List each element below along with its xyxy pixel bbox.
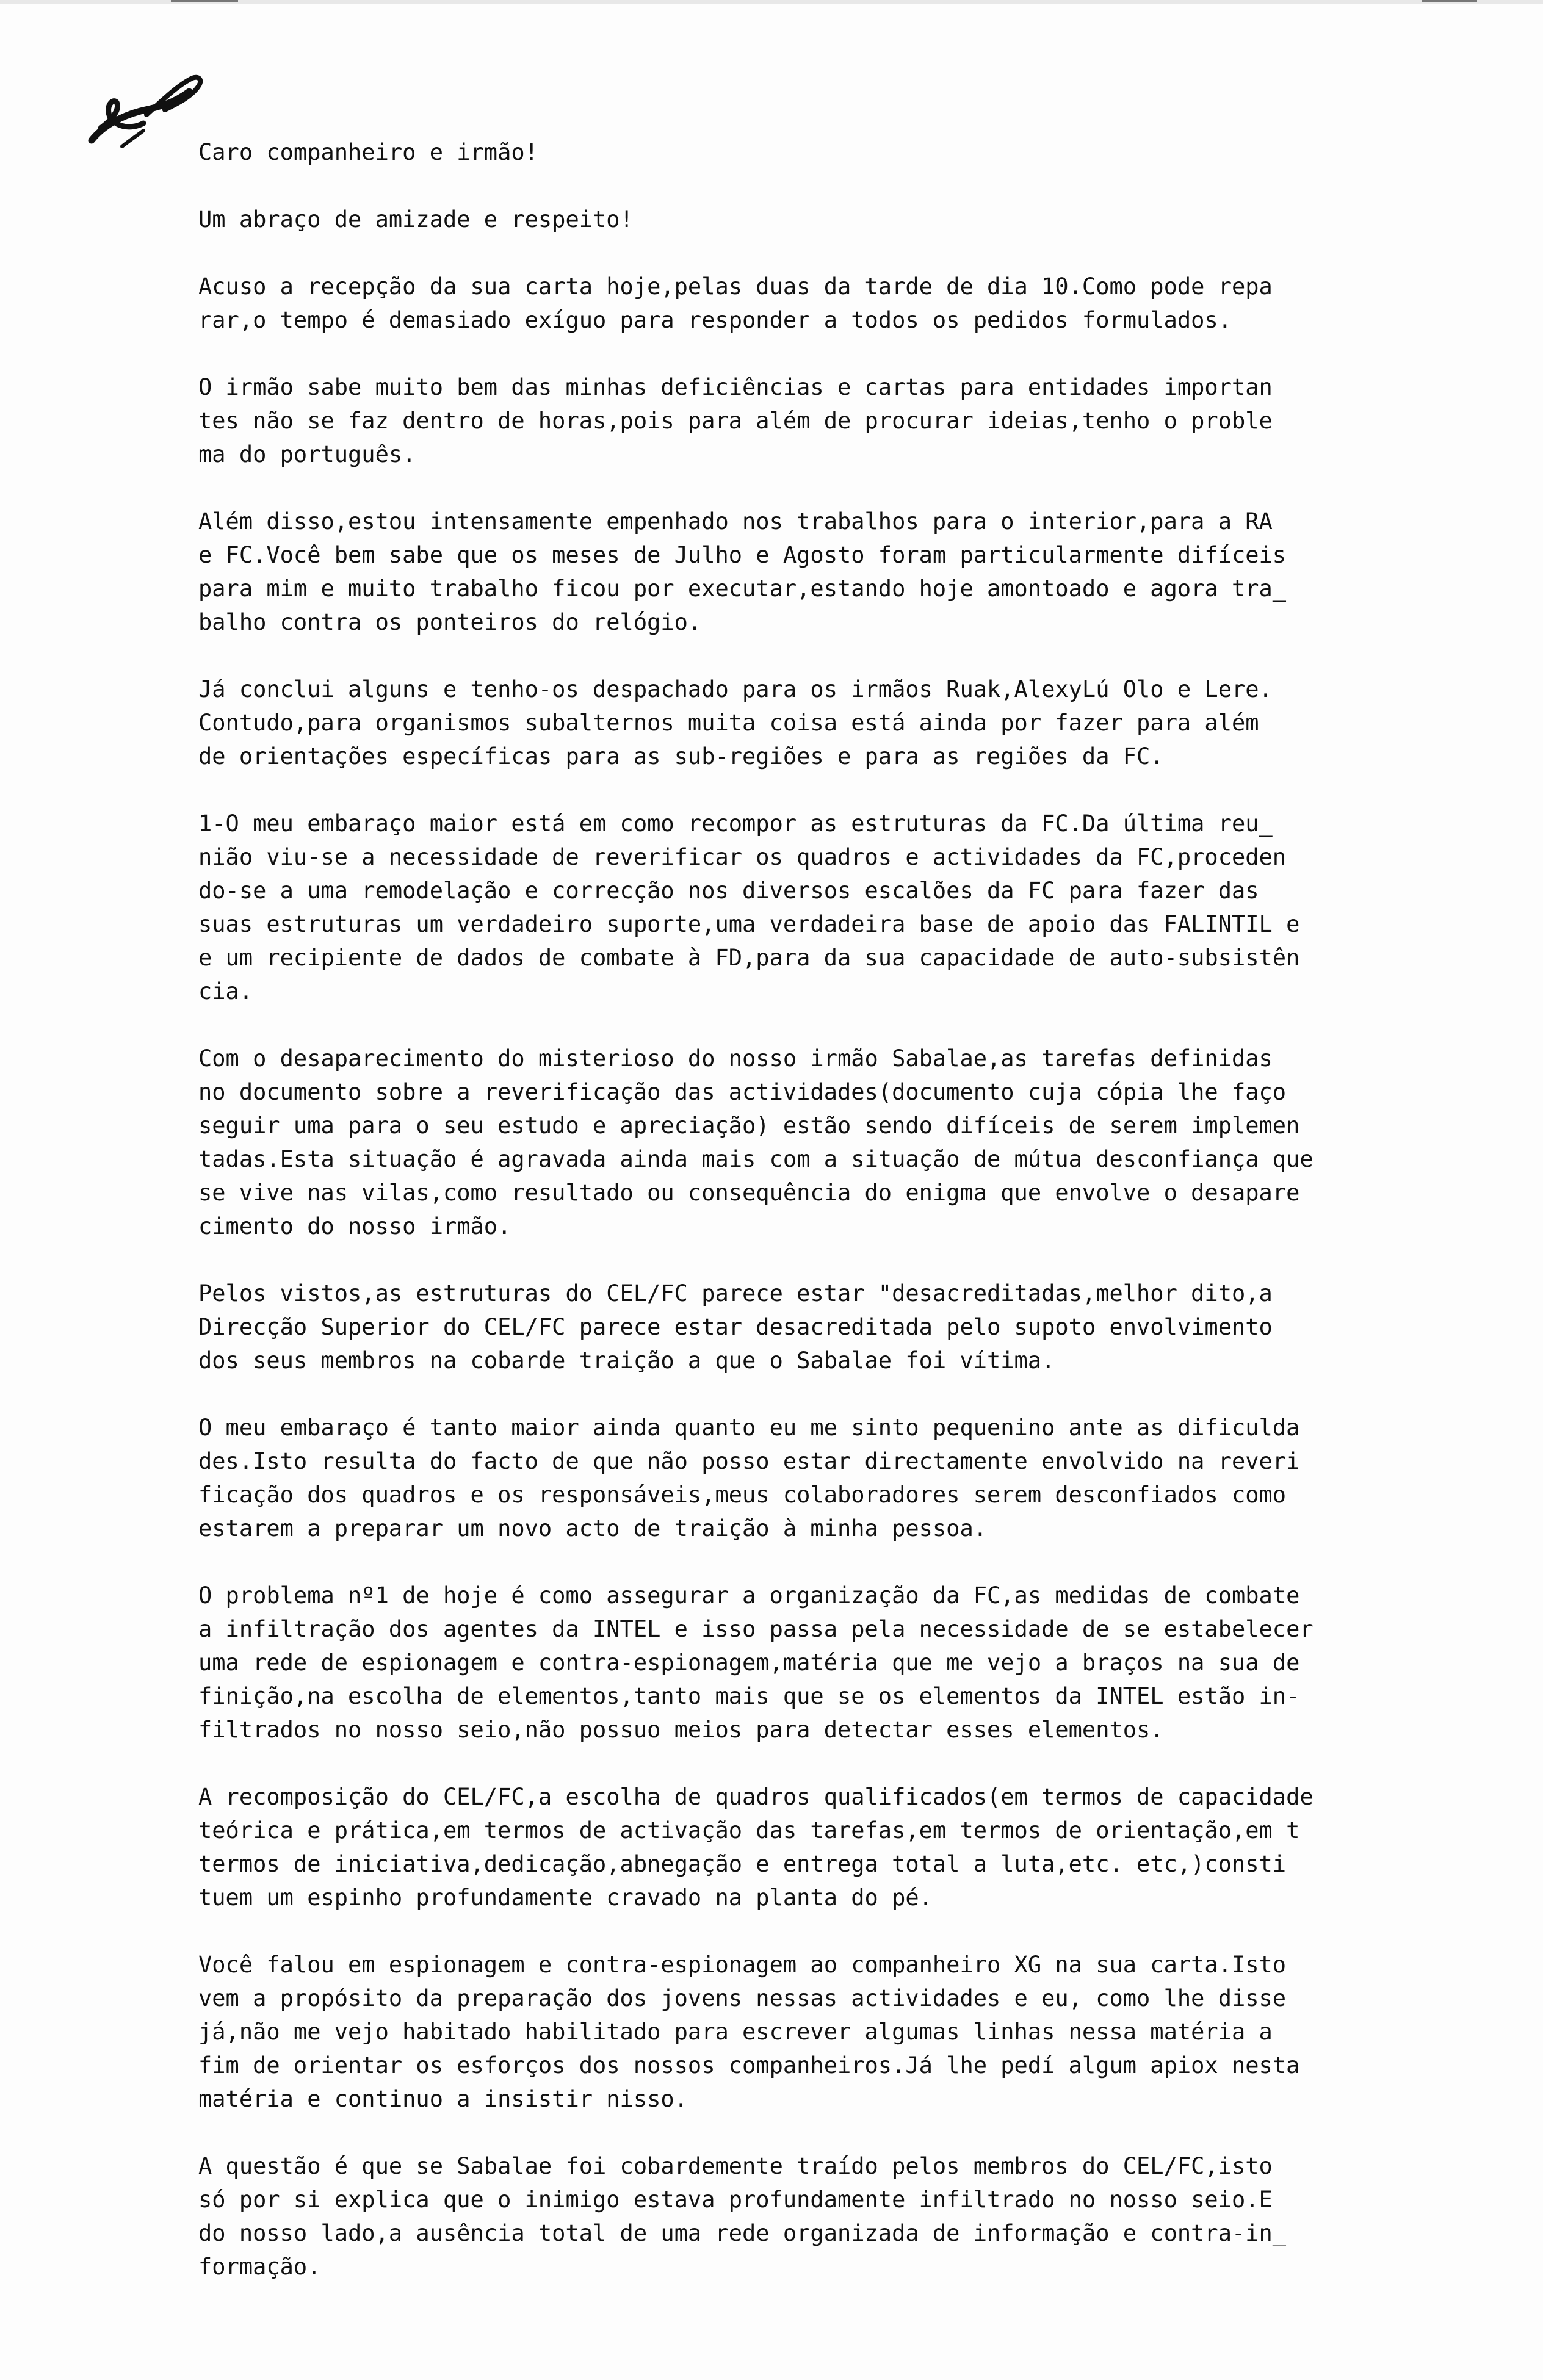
letter-line: fim de orientar os esforços dos nossos companheiros.Já lhe pedí algum apiox nesta [198, 2052, 1300, 2079]
letter-line: no documento sobre a reverificação das actividades(documento cuja cópia lhe faço [198, 1079, 1287, 1105]
letter-line: 1-O meu embaraço maior está em como recompor as estruturas da FC.Da última reu_ [198, 810, 1273, 837]
letter-paragraph [198, 1948, 1462, 2116]
letter-paragraph [198, 203, 1462, 236]
letter-paragraph [198, 2149, 1462, 2284]
letter-line: balho contra os ponteiros do relógio. [198, 609, 702, 635]
letter-line: matéria e continuo a insistir nisso. [198, 2086, 688, 2112]
handwritten-scribble-icon [85, 67, 208, 159]
letter-line: filtrados no nosso seio,não possuo meios para detectar esses elementos. [198, 1717, 1164, 1743]
letter-body [198, 135, 1462, 2317]
letter-line: tadas.Esta situação é agravada ainda mais com a situação de mútua desconfiança que [198, 1146, 1314, 1172]
letter-line: Um abraço de amizade e respeito! [198, 206, 634, 233]
edge-mark-right [1422, 0, 1477, 2]
letter-line: formação. [198, 2254, 321, 2280]
letter-line: cia. [198, 978, 253, 1004]
letter-paragraph [198, 1579, 1462, 1747]
letter-line: Acuso a recepção da sua carta hoje,pelas duas da tarde de dia 10.Como pode repa [198, 273, 1273, 300]
letter-line: a infiltração dos agentes da INTEL e isso passa pela necessidade de se estabelecer [198, 1616, 1314, 1642]
letter-line: O meu embaraço é tanto maior ainda quanto eu me sinto pequenino ante as dificulda [198, 1415, 1300, 1441]
letter-paragraph [198, 270, 1462, 337]
letter-paragraph [198, 370, 1462, 471]
letter-paragraph [198, 1042, 1462, 1243]
letter-line: tes não se faz dentro de horas,pois para além de procurar ideias,tenho o proble [198, 408, 1273, 434]
letter-line: suas estruturas um verdadeiro suporte,uma verdadeira base de apoio das FALINTIL e [198, 911, 1300, 937]
letter-line: Além disso,estou intensamente empenhado nos trabalhos para o interior,para a RA [198, 508, 1273, 535]
letter-line: A recomposição do CEL/FC,a escolha de quadros qualificados(em termos de capacidade [198, 1784, 1314, 1810]
letter-line: uma rede de espionagem e contra-espionagem,matéria que me vejo a braços na sua de [198, 1650, 1300, 1676]
letter-line: estarem a preparar um novo acto de traição à minha pessoa. [198, 1515, 988, 1542]
letter-line: de orientações específicas para as sub-regiões e para as regiões da FC. [198, 743, 1164, 770]
letter-paragraph [198, 1780, 1462, 1914]
letter-paragraph [198, 673, 1462, 773]
letter-paragraph [198, 505, 1462, 639]
letter-line: vem a propósito da preparação dos jovens nessas actividades e eu, como lhe disse [198, 1985, 1287, 2011]
letter-line: do-se a uma remodelação e correcção nos diversos escalões da FC para fazer das [198, 878, 1259, 904]
letter-paragraphs [198, 203, 1462, 2284]
letter-line: Com o desaparecimento do misterioso do nosso irmão Sabalae,as tarefas definidas [198, 1045, 1273, 1072]
letter-line: O problema nº1 de hoje é como assegurar a organização da FC,as medidas de combate [198, 1582, 1300, 1609]
letter-line: do nosso lado,a ausência total de uma rede organizada de informação e contra-in_ [198, 2220, 1287, 2246]
letter-line: Você falou em espionagem e contra-espionagem ao companheiro XG na sua carta.Isto [198, 1952, 1287, 1978]
letter-line: já,não me vejo habitado habilitado para escrever algumas linhas nessa matéria a [198, 2019, 1273, 2045]
letter-line: rar,o tempo é demasiado exíguo para responder a todos os pedidos formulados. [198, 307, 1232, 333]
letter-line: finição,na escolha de elementos,tanto mais que se os elementos da INTEL estão in- [198, 1683, 1300, 1709]
letter-line: para mim e muito trabalho ficou por executar,estando hoje amontoado e agora tra_ [198, 575, 1287, 602]
letter-line: O irmão sabe muito bem das minhas deficiências e cartas para entidades importan [198, 374, 1273, 400]
letter-line: e um recipiente de dados de combate à FD,para da sua capacidade de auto-subsistên [198, 945, 1300, 971]
letter-line: ma do português. [198, 441, 416, 467]
letter-line: cimento do nosso irmão. [198, 1213, 511, 1239]
letter-line: e FC.Você bem sabe que os meses de Julho e Agosto foram particularmente difíceis [198, 542, 1287, 568]
letter-line: Direcção Superior do CEL/FC parece estar desacreditada pelo supoto envolvimento [198, 1314, 1273, 1340]
letter-paragraph [198, 1277, 1462, 1377]
letter-line: tuem um espinho profundamente cravado na planta do pé. [198, 1884, 933, 1911]
letter-line: A questão é que se Sabalae foi cobardemente traído pelos membros do CEL/FC,isto [198, 2153, 1273, 2179]
letter-line: teórica e prática,em termos de activação das tarefas,em termos de orientação,em t [198, 1817, 1300, 1844]
letter-line: se vive nas vilas,como resultado ou consequência do enigma que envolve o desapare [198, 1180, 1300, 1206]
letter-line: des.Isto resulta do facto de que não posso estar directamente envolvido na reveri [198, 1448, 1300, 1474]
letter-paragraph [198, 1411, 1462, 1545]
letter-line: só por si explica que o inimigo estava profundamente infiltrado no nosso seio.E [198, 2187, 1273, 2213]
letter-line: Pelos vistos,as estruturas do CEL/FC parece estar "desacreditadas,melhor dito,a [198, 1280, 1273, 1307]
letter-line: Já conclui alguns e tenho-os despachado para os irmãos Ruak,AlexyLú Olo e Lere. [198, 676, 1273, 702]
edge-mark-left [171, 0, 238, 2]
letter-line: ficação dos quadros e os responsáveis,meus colaboradores serem desconfiados como [198, 1482, 1287, 1508]
letter-line: nião viu-se a necessidade de reverificar os quadros e actividades da FC,proceden [198, 844, 1287, 870]
letter-line: Contudo,para organismos subalternos muita coisa está ainda por fazer para além [198, 710, 1259, 736]
letter-line: seguir uma para o seu estudo e apreciação) estão sendo difíceis de serem implemen [198, 1112, 1300, 1139]
letter-paragraph [198, 807, 1462, 1008]
letter-greeting: Caro companheiro e irmão! [198, 139, 538, 165]
letter-line: termos de iniciativa,dedicação,abnegação e entrega total a luta,etc. etc,)consti [198, 1851, 1287, 1877]
letter-line: dos seus membros na cobarde traição a que o Sabalae foi vítima. [198, 1347, 1055, 1374]
